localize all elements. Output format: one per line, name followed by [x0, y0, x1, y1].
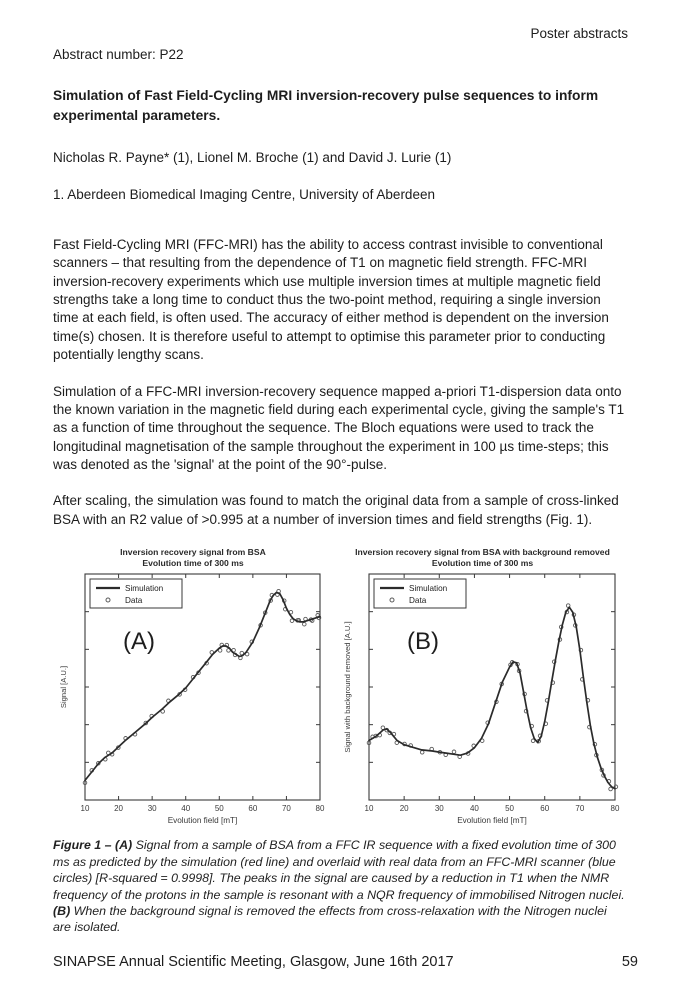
data-point-marker — [303, 623, 307, 627]
x-tick-label: 20 — [114, 804, 124, 814]
legend-label-simulation: Simulation — [125, 584, 164, 594]
chart-a-title-line2: Evolution time of 300 ms — [142, 558, 244, 569]
body-paragraph-1: Fast Field-Cycling MRI (FFC-MRI) has the ability to access contrast invisible to conventional scanners – that resulting from the dependence of T1 on magnetic field strength. FFC-MRI inversion-recovery experiments which use multiple inversion times at multiple magnetic field strengths take a long time to conduct thus the two-point method, requiring a single inversion time at each field, is often used. The accuracy of either method is dependent on the inversion time(s) chosen. It is therefore useful to attempt to optimise this parameter prior to conducting potentially lengthy scans. — [53, 237, 609, 363]
page-footer — [53, 954, 638, 970]
x-axis-label: Evolution field [mT] — [457, 816, 527, 826]
chart-b-title-line1: Inversion recovery signal from BSA with background removed — [355, 547, 610, 558]
caption-segment: (A) — [114, 838, 136, 853]
x-tick-label: 10 — [80, 804, 90, 814]
page-number: 59 — [621, 954, 638, 970]
x-tick-label: 60 — [540, 804, 550, 814]
page-title: Simulation of Fast Field-Cycling MRI inversion-recovery pulse sequences to inform experimental parameters. — [53, 88, 599, 123]
caption-segment: Figure 1 – — [53, 838, 115, 853]
x-tick-label: 40 — [181, 804, 191, 814]
figure-caption — [53, 837, 628, 935]
chart-b-plot — [341, 569, 624, 833]
chart-a-title-line1: Inversion recovery signal from BSA — [120, 547, 266, 558]
caption-segment: (B) — [53, 903, 74, 918]
x-axis-label: Evolution field [mT] — [167, 816, 238, 826]
chart-a-plot — [57, 569, 329, 833]
y-axis-label: Signal [A.U.] — [59, 666, 68, 709]
simulation-line — [85, 593, 320, 781]
figure-1 — [57, 547, 628, 833]
x-tick-label: 40 — [469, 804, 479, 814]
simulation-line — [369, 608, 615, 790]
authors-line: Nicholas R. Payne* (1), Lionel M. Broche (1) and David J. Lurie (1) — [53, 150, 452, 165]
legend-label-data: Data — [125, 596, 143, 606]
x-tick-label: 30 — [147, 804, 157, 814]
x-tick-label: 20 — [399, 804, 409, 814]
body-paragraph-3: After scaling, the simulation was found to match the original data from a sample of cross-linked BSA with an R2 value of >0.995 at a number of inversion times and field strengths (Fig. 1). — [53, 493, 619, 527]
figure-1-panel-a — [57, 547, 329, 833]
footer-meeting-info: SINAPSE Annual Scientific Meeting, Glasgow, June 16th 2017 — [53, 954, 454, 970]
x-tick-label: 70 — [281, 804, 291, 814]
data-point-marker — [420, 751, 424, 755]
caption-segment: When the background signal is removed the effects from cross-relaxation with the Nitrogen nuclei are isolated. — [53, 903, 607, 935]
body-paragraph-2: Simulation of a FFC-MRI inversion-recovery sequence mapped a-priori T1-dispersion data onto the known variation in the magnetic field during each experimental cycle, giving the sample's T1 as a function of time throughout the sequence. The Bloch equations were used to track the longitudinal magnetisation of the sample throughout the experiment in 100 µs time-steps; this was denoted as the 'signal' at the point of the 90°-pulse. — [53, 383, 625, 472]
x-tick-label: 70 — [575, 804, 585, 814]
x-tick-label: 30 — [434, 804, 444, 814]
x-tick-label: 80 — [610, 804, 620, 814]
caption-segment: Signal from a sample of BSA from a FFC IR sequence with a fixed evolution time of 300 ms as predicted by the simulation (red line) and overlaid with real data from an FFC-MRI scanner (blue circles) [R-squared = 0.9998]. The peaks in the signal are caused by a reduction in T1 when the NMR frequency of the protons in the sample is resonant with a NQR frequency of immobilised Nitrogen nuclei. — [53, 838, 625, 902]
x-tick-label: 10 — [364, 804, 374, 814]
x-tick-label: 80 — [315, 804, 325, 814]
running-header: Poster abstracts — [530, 26, 628, 41]
affiliation-line: 1. Aberdeen Biomedical Imaging Centre, University of Aberdeen — [53, 187, 435, 202]
panel-label: (A) — [123, 628, 155, 656]
y-axis-label: Signal with background removed [A.U.] — [343, 621, 352, 754]
panel-label: (B) — [407, 628, 439, 656]
legend-label-data: Data — [409, 596, 427, 606]
figure-1-panel-b — [341, 547, 624, 833]
data-point-marker — [452, 750, 456, 754]
x-tick-label: 50 — [214, 804, 224, 814]
chart-b-title — [341, 547, 624, 569]
chart-a-title — [57, 547, 329, 569]
x-tick-label: 50 — [505, 804, 515, 814]
abstract-number: Abstract number: P22 — [53, 47, 184, 62]
x-tick-label: 60 — [248, 804, 258, 814]
chart-b-title-line2: Evolution time of 300 ms — [431, 558, 534, 569]
legend-label-simulation: Simulation — [409, 584, 448, 594]
